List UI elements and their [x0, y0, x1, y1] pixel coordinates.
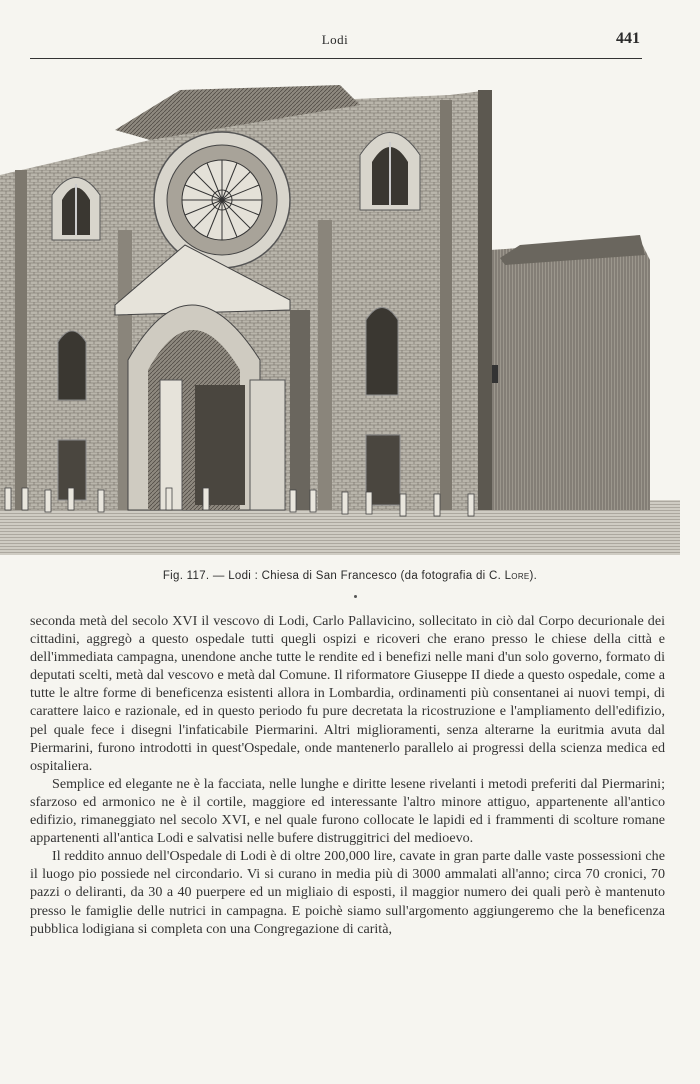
lower-right-window: [366, 308, 398, 396]
caption-author: Lore: [504, 570, 530, 582]
header-rule: [30, 58, 642, 59]
upper-right-window: [360, 133, 420, 211]
paragraph: Il reddito annuo dell'Ospedale di Lodi è di oltre 200,000 lire, cavate in gran parte dalle vaste possessioni che il luogo pio possiede nel circondario. Vi si curano in media più di 3000 ammalati all'anno; circa 70 cronici, 70 pazzi o deliranti, da 30 a 40 puerpere ed un migliaio di esposti, il maggior numero dei quali però è mantenuto presso le famiglie delle nutrici in campagna. E poichè siamo sull'argomento aggiungeremo che la beneficenza pubblica lodigiana si completa con una Congregazione di carità,: [30, 848, 665, 937]
portal-door: [195, 385, 245, 505]
running-head: [30, 30, 640, 52]
figure-caption: [0, 570, 700, 582]
running-title: Lodi: [321, 32, 349, 47]
caption-end: ).: [529, 570, 538, 582]
upper-left-window: [52, 178, 100, 241]
page-number: 441: [616, 30, 640, 47]
body-text: [30, 612, 665, 938]
paragraph: seconda metà del secolo XVI il vescovo di Lodi, Carlo Pallavicino, sollecitato in ciò dal Corpo decurionale dei cittadini, aggregò a questo ospedale tutti quegli ospizi e ricoveri che erano presso le chiese della città e dell'immediata campagna, unendone anche tutte le rendite ed i benefizi nelle mani d'un solo governo, formato di deputati scelti, metà dal vescovo e metà dal Comune. Il riformatore Giuseppe II diede a questo ospedale, come a tutte le altre forme di beneficenza esistenti allora in Lombardia, ordinamenti più consentanei ai nuovi tempi, di carattere laico e razionale, ed in questo periodo fu pure decretata la ricostruzione e l'ampliamento dell'edifizio, pel quale fece i disegni l'infaticabile Piermarini. Altri miglioramenti, senza alterarne la euritmia avuta dal Piermarini, furono introdotti in quest'Ospedale, onde mantenerlo parallelo ai progressi della scienza medica ed ospitaliera.: [30, 613, 665, 774]
caption-text: Fig. 117. — Lodi : Chiesa di San Francesco (da fotografia di C.: [162, 570, 505, 582]
lower-left-window: [58, 331, 86, 400]
separator-dot: [354, 595, 357, 598]
paragraph: Semplice ed elegante ne è la facciata, nelle lunghe e diritte lesene rivelanti i metodi preferiti dal Piermarini; sfarzoso ed armonico ne è il cortile, maggiore ed interessante l'altro minore attiguo, appartenente all'antico edifizio, rimaneggiato nel secolo XVI, e nel quale furono collocate le lapidi ed i frammenti di scolture romane appartenenti all'antica Lodi e salvatisi nelle bufere distruggitrici del medioevo.: [30, 775, 665, 847]
church-illustration: [0, 80, 700, 560]
church-engraving: [0, 80, 700, 560]
